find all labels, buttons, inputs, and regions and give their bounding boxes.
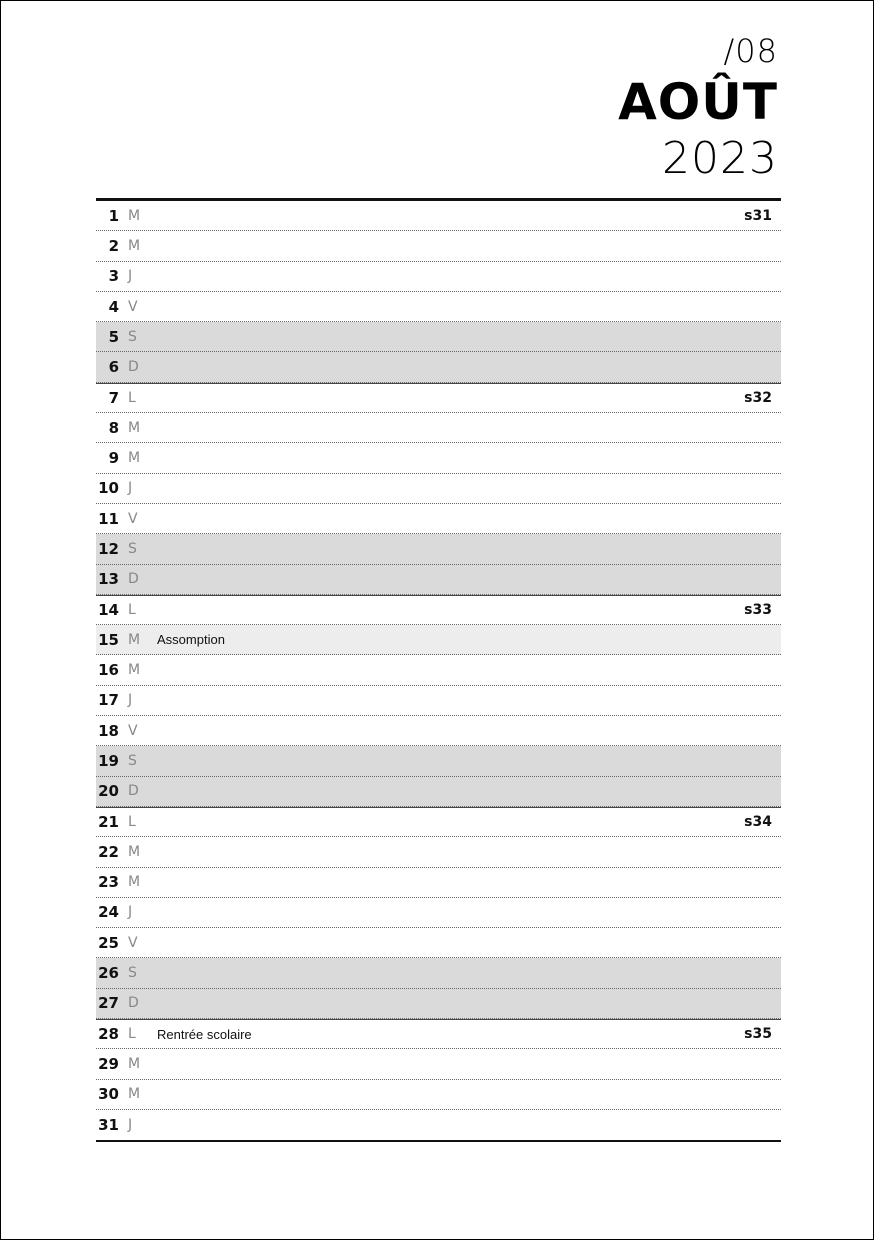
day-number: 27 <box>98 994 119 1013</box>
weekday-letter: J <box>128 904 133 921</box>
day-number: 2 <box>108 236 119 255</box>
week-number: s31 <box>744 207 772 224</box>
event-label: Assomption <box>157 632 225 648</box>
day-row[interactable] <box>96 322 781 352</box>
day-row[interactable] <box>96 928 781 958</box>
day-number: 9 <box>108 449 119 468</box>
weekday-letter: M <box>128 450 141 467</box>
weekday-letter: M <box>128 874 141 891</box>
day-row[interactable] <box>96 413 781 443</box>
day-number: 26 <box>98 964 119 983</box>
day-row[interactable] <box>96 716 781 746</box>
event-label: Rentrée scolaire <box>157 1026 252 1042</box>
month-number: /08 <box>723 32 778 70</box>
day-number: 8 <box>108 418 119 437</box>
day-number: 1 <box>108 206 119 225</box>
weekday-letter: M <box>128 662 141 679</box>
day-row[interactable] <box>96 746 781 776</box>
day-list <box>96 198 781 1142</box>
day-number: 10 <box>98 479 119 498</box>
day-row[interactable] <box>96 534 781 564</box>
day-number: 19 <box>98 751 119 770</box>
day-row[interactable] <box>96 292 781 322</box>
day-number: 6 <box>108 358 119 377</box>
day-row[interactable] <box>96 443 781 473</box>
day-number: 3 <box>108 267 119 286</box>
day-row[interactable] <box>96 595 781 625</box>
month-header <box>618 31 778 185</box>
day-number: 21 <box>98 813 119 832</box>
week-number: s35 <box>744 1026 772 1043</box>
day-number: 20 <box>98 782 119 801</box>
week-number: s32 <box>744 389 772 406</box>
weekday-letter: S <box>128 965 137 982</box>
weekday-letter: M <box>128 1055 141 1072</box>
weekday-letter: S <box>128 540 137 557</box>
week-number: s34 <box>744 814 772 831</box>
year: 2023 <box>662 133 778 184</box>
weekday-letter: D <box>128 995 139 1012</box>
weekday-letter: V <box>128 722 138 739</box>
weekday-letter: J <box>128 1117 133 1134</box>
day-number: 22 <box>98 842 119 861</box>
day-number: 24 <box>98 903 119 922</box>
day-row[interactable] <box>96 352 781 382</box>
day-number: 31 <box>98 1116 119 1135</box>
weekday-letter: L <box>128 1026 136 1043</box>
day-row[interactable] <box>96 262 781 292</box>
day-row[interactable] <box>96 383 781 413</box>
day-number: 23 <box>98 873 119 892</box>
weekday-letter: D <box>128 359 139 376</box>
day-row[interactable] <box>96 504 781 534</box>
day-number: 18 <box>98 721 119 740</box>
day-number: 14 <box>98 601 119 619</box>
day-row[interactable] <box>96 474 781 504</box>
day-row[interactable] <box>96 807 781 837</box>
weekday-letter: V <box>128 510 138 527</box>
day-row[interactable] <box>96 565 781 595</box>
day-row[interactable] <box>96 1080 781 1110</box>
day-row[interactable] <box>96 989 781 1019</box>
day-row[interactable] <box>96 625 781 655</box>
day-number: 4 <box>108 297 119 316</box>
day-row[interactable] <box>96 777 781 807</box>
day-row[interactable] <box>96 686 781 716</box>
day-number: 5 <box>108 327 119 346</box>
day-number: 16 <box>98 661 119 680</box>
weekday-letter: M <box>128 843 141 860</box>
day-number: 15 <box>98 630 119 649</box>
day-row[interactable] <box>96 231 781 261</box>
weekday-letter: M <box>128 631 141 648</box>
day-row[interactable] <box>96 1019 781 1049</box>
day-row[interactable] <box>96 958 781 988</box>
day-number: 13 <box>98 570 119 589</box>
day-number: 28 <box>98 1025 119 1044</box>
weekday-letter: L <box>128 389 136 406</box>
month-name: AOÛT <box>618 73 778 131</box>
weekday-letter: M <box>128 1086 141 1103</box>
weekday-letter: J <box>128 692 133 709</box>
day-row[interactable] <box>96 868 781 898</box>
weekday-letter: M <box>128 207 141 224</box>
day-row[interactable] <box>96 837 781 867</box>
day-number: 17 <box>98 691 119 710</box>
weekday-letter: D <box>128 783 139 800</box>
weekday-letter: V <box>128 298 138 315</box>
day-number: 25 <box>98 933 119 952</box>
day-row[interactable] <box>96 898 781 928</box>
weekday-letter: S <box>128 328 137 345</box>
weekday-letter: J <box>128 480 133 497</box>
weekday-letter: D <box>128 571 139 588</box>
weekday-letter: J <box>128 268 133 285</box>
day-number: 30 <box>98 1085 119 1104</box>
weekday-letter: M <box>128 237 141 254</box>
weekday-letter: L <box>128 602 136 618</box>
day-row[interactable] <box>96 1049 781 1079</box>
weekday-letter: V <box>128 934 138 951</box>
week-number: s33 <box>744 602 772 618</box>
day-number: 12 <box>98 539 119 558</box>
day-row[interactable] <box>96 655 781 685</box>
day-number: 29 <box>98 1054 119 1073</box>
weekday-letter: S <box>128 752 137 769</box>
weekday-letter: L <box>128 814 136 831</box>
day-row[interactable] <box>96 1110 781 1140</box>
day-row[interactable] <box>96 201 781 231</box>
day-number: 11 <box>98 509 119 528</box>
day-number: 7 <box>108 388 119 407</box>
weekday-letter: M <box>128 419 141 436</box>
